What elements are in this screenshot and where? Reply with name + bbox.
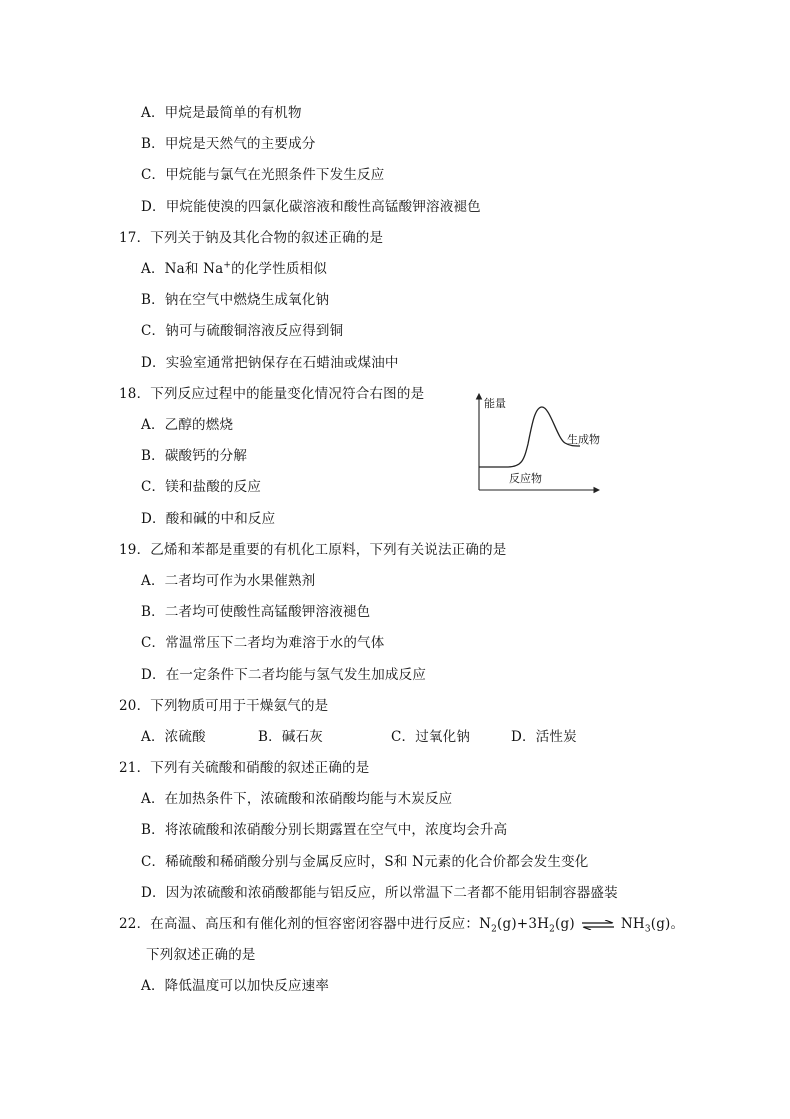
q18-option-c: C．镁和盐酸的反应	[141, 479, 262, 495]
q18-option-b: B．碳酸钙的分解	[141, 448, 248, 464]
energy-curve	[479, 407, 580, 467]
q20-option-d: D．活性炭	[511, 729, 577, 745]
q19-option-a: A．二者均可作为水果催熟剂	[141, 573, 316, 589]
q19-option-d: D．在一定条件下二者均能与氢气发生加成反应	[141, 667, 427, 683]
equilibrium-arrow-icon	[581, 920, 615, 930]
q20-option-c: C．过氧化钠	[391, 729, 471, 745]
reactant-label: 反应物	[509, 472, 542, 485]
q20-option-b: B．碱石灰	[258, 729, 323, 745]
q17-option-c: C．钠可与硫酸铜溶液反应得到铜	[141, 323, 344, 339]
q19-option-b: B．二者均可使酸性高锰酸钾溶液褪色	[141, 604, 371, 620]
q21-option-a: A．在加热条件下，浓硫酸和浓硝酸均能与木炭反应	[141, 791, 453, 807]
product-label: 生成物	[567, 433, 600, 446]
q17-option-a: A．Na和 Na+的化学性质相似	[141, 260, 328, 277]
q16-option-c: C．甲烷能与氯气在光照条件下发生反应	[141, 167, 385, 183]
q16-option-b: B．甲烷是天然气的主要成分	[141, 136, 316, 152]
q22-stem-line2: 下列叙述正确的是	[146, 947, 256, 963]
q19-stem: 19．乙烯和苯都是重要的有机化工原料，下列有关说法正确的是	[119, 542, 507, 558]
q16-option-d: D．甲烷能使溴的四氯化碳溶液和酸性高锰酸钾溶液褪色	[141, 199, 481, 215]
q21-option-b: B．将浓硫酸和浓硝酸分别长期露置在空气中，浓度均会升高	[141, 822, 508, 838]
q21-stem: 21．下列有关硫酸和硝酸的叙述正确的是	[119, 760, 370, 776]
q16-option-a: A．甲烷是最简单的有机物	[141, 105, 302, 121]
q18-option-a: A．乙醇的燃烧	[141, 417, 234, 433]
q18-option-d: D．酸和碱的中和反应	[141, 511, 276, 527]
q21-option-c: C．稀硫酸和稀硝酸分别与金属反应时，S和 N元素的化合价都会发生变化	[141, 854, 589, 870]
q20-stem: 20．下列物质可用于干燥氨气的是	[119, 698, 329, 714]
chart-ylabel: 能量	[484, 397, 506, 410]
q22-option-a: A．降低温度可以加快反应速率	[141, 978, 330, 994]
q17-option-b: B．钠在空气中燃烧生成氧化钠	[141, 292, 330, 308]
q19-option-c: C．常温常压下二者均为难溶于水的气体	[141, 635, 385, 651]
q17-stem: 17．下列关于钠及其化合物的叙述正确的是	[119, 230, 384, 246]
q21-option-d: D．因为浓硫酸和浓硝酸都能与铝反应，所以常温下二者都不能用铝制容器盛装	[141, 885, 618, 901]
q17-option-d: D．实验室通常把钠保存在石蜡油或煤油中	[141, 355, 399, 371]
q22-stem: 22．在高温、高压和有催化剂的恒容密闭容器中进行反应：$N_2(g)+3H_2(g)$ $NH_3(g)$。	[119, 916, 685, 935]
q18-stem: 18．下列反应过程中的能量变化情况符合右图的是	[119, 386, 425, 402]
q20-option-a: A．浓硫酸	[141, 729, 206, 745]
energy-diagram	[462, 388, 607, 498]
